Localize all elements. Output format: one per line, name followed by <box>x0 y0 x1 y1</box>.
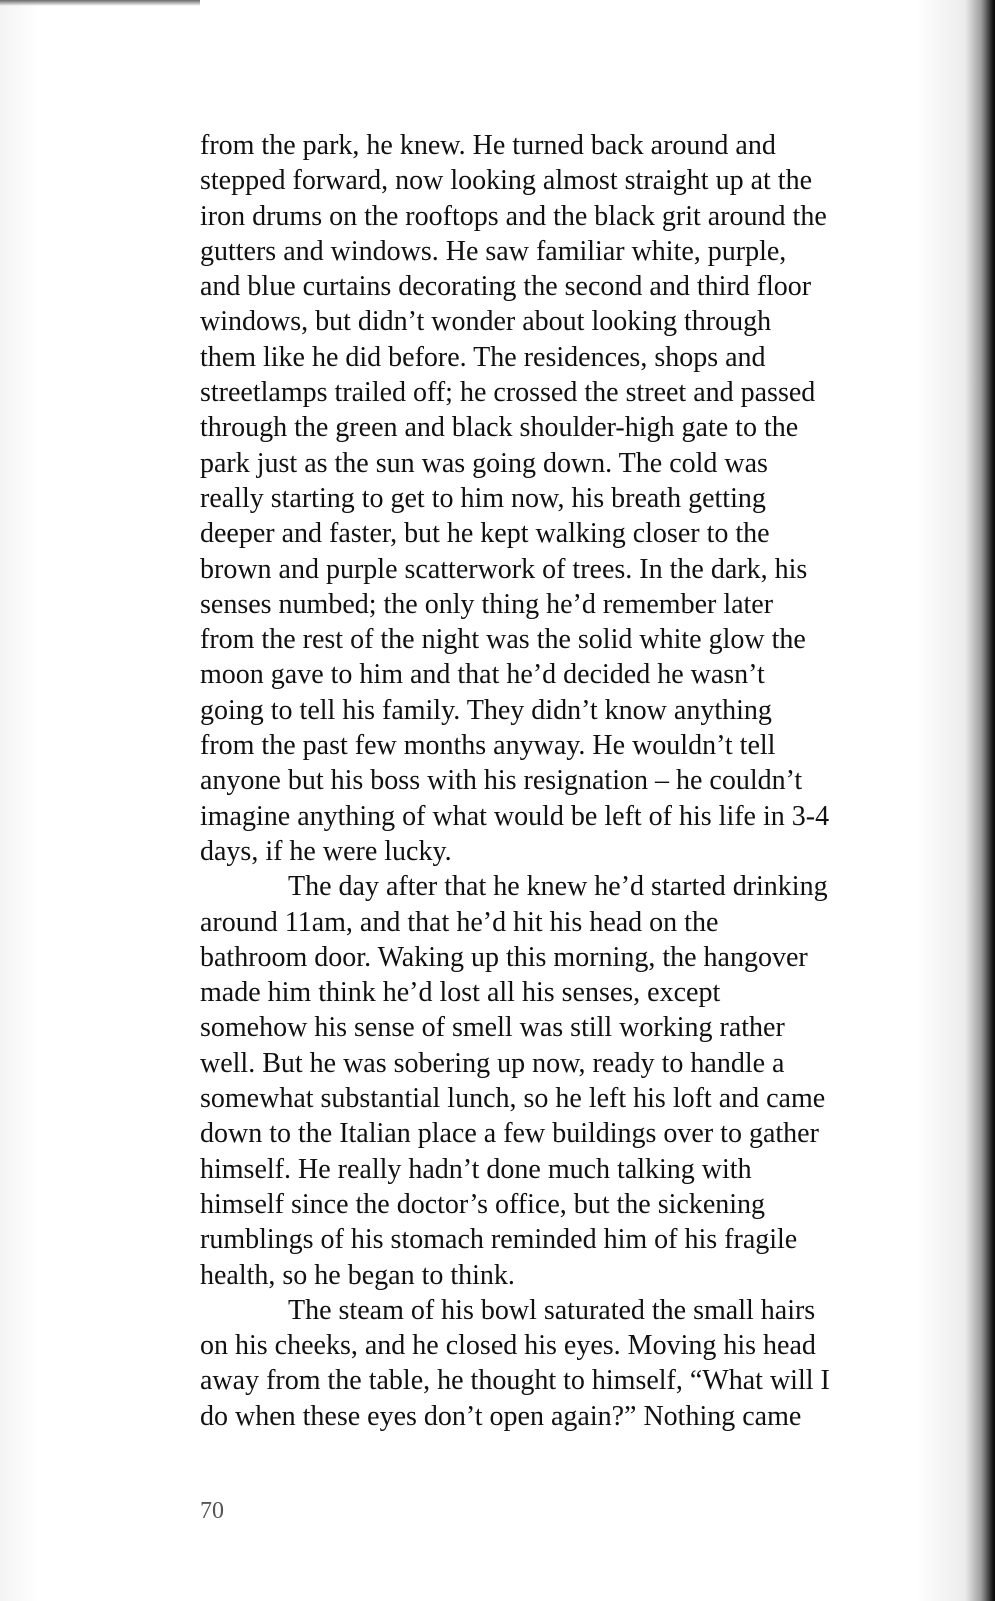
text-line: on his cheeks, and he closed his eyes. Moving his head <box>200 1330 816 1362</box>
text-line: away from the table, he thought to himself, “What will I <box>200 1365 830 1397</box>
text-line: them like he did before. The residences, shops and <box>200 341 766 373</box>
page-number: 70 <box>200 1498 224 1524</box>
paragraph-start-line: The steam of his bowl saturated the small hairs <box>288 1294 816 1326</box>
page-binding-shadow <box>981 0 995 1601</box>
text-line: really starting to get to him now, his breath getting <box>200 482 766 514</box>
text-line: brown and purple scatterwork of trees. In the dark, his <box>200 553 808 585</box>
text-line: himself. He really hadn’t done much talking with <box>200 1153 752 1185</box>
text-line: stepped forward, now looking almost straight up at the <box>200 165 812 197</box>
text-line: somehow his sense of smell was still working rather <box>200 1012 785 1044</box>
text-line: himself since the doctor’s office, but the sickening <box>200 1188 766 1220</box>
page-top-shadow <box>0 0 200 6</box>
text-line: windows, but didn’t wonder about looking through <box>200 306 772 338</box>
text-line: rumblings of his stomach reminded him of his fragile <box>200 1224 798 1256</box>
text-line: days, if he were lucky. <box>200 835 452 867</box>
text-line: down to the Italian place a few buildings over to gather <box>200 1118 819 1150</box>
text-line: health, so he began to think. <box>200 1259 515 1291</box>
text-line: iron drums on the rooftops and the black grit around the <box>200 200 827 232</box>
text-line: well. But he was sobering up now, ready to handle a <box>200 1047 785 1079</box>
paragraph-start-line: The day after that he knew he’d started drinking <box>288 871 828 903</box>
text-line: park just as the sun was going down. The cold was <box>200 447 768 479</box>
text-line: and blue curtains decorating the second and third floor <box>200 271 812 303</box>
text-line: going to tell his family. They didn’t know anything <box>200 694 772 726</box>
text-line: do when these eyes don’t open again?” Nothing came <box>200 1400 802 1432</box>
text-line: deeper and faster, but he kept walking closer to the <box>200 518 770 550</box>
text-line: from the past few months anyway. He wouldn’t tell <box>200 730 776 762</box>
text-line: from the rest of the night was the solid white glow the <box>200 624 806 656</box>
text-line: senses numbed; the only thing he’d remember later <box>200 588 774 620</box>
body-text <box>200 128 880 1434</box>
text-line: around 11am, and that he’d hit his head on the <box>200 906 719 938</box>
text-line: anyone but his boss with his resignation – he couldn’t <box>200 765 803 797</box>
text-line: streetlamps trailed off; he crossed the street and passed <box>200 377 816 409</box>
text-line: from the park, he knew. He turned back around and <box>200 130 776 161</box>
text-line: gutters and windows. He saw familiar white, purple, <box>200 235 787 267</box>
text-line: moon gave to him and that he’d decided he wasn’t <box>200 659 765 691</box>
text-line: imagine anything of what would be left of his life in 3-4 <box>200 800 830 832</box>
text-line: somewhat substantial lunch, so he left his loft and came <box>200 1083 826 1115</box>
text-line: made him think he’d lost all his senses, except <box>200 977 721 1009</box>
text-line: through the green and black shoulder-high gate to the <box>200 412 799 444</box>
text-line: bathroom door. Waking up this morning, the hangover <box>200 941 808 973</box>
